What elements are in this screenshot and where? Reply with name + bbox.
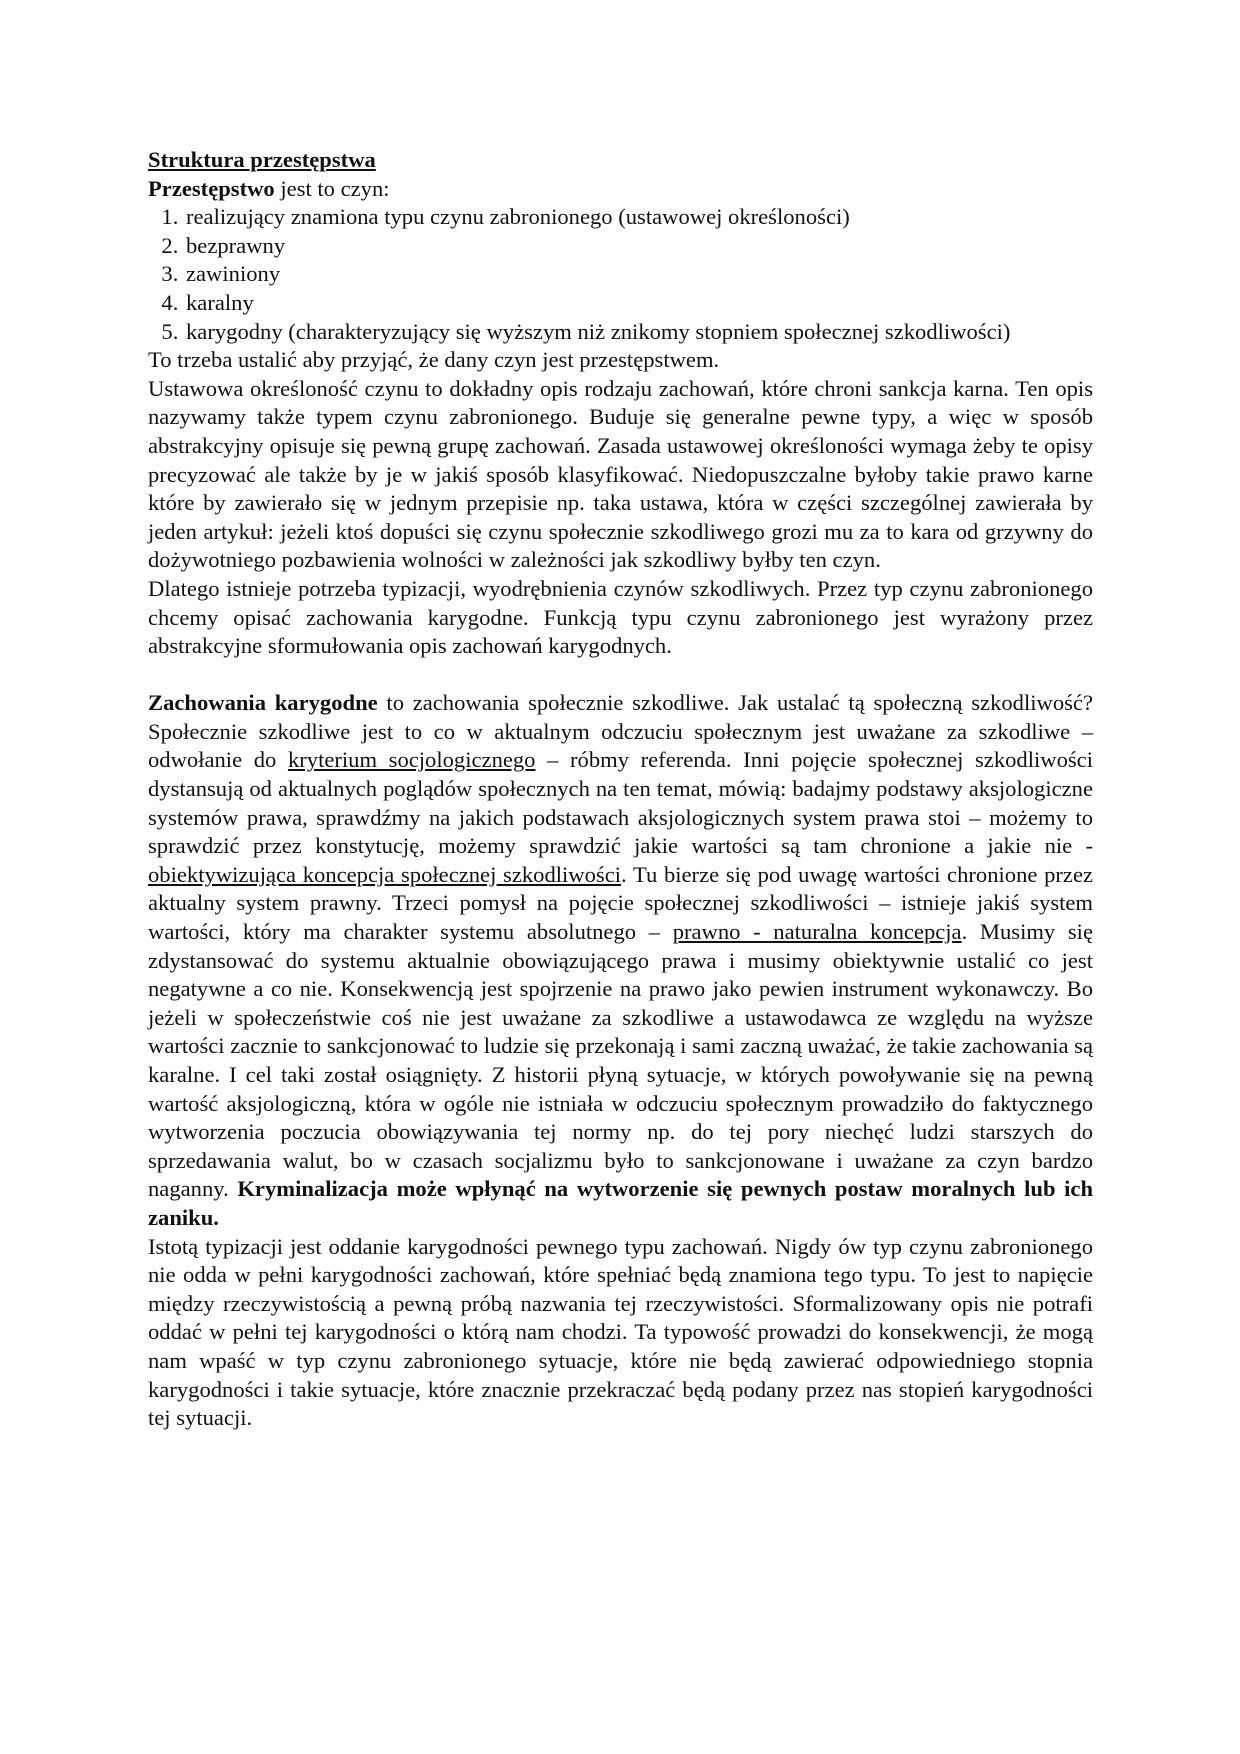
paragraph-3: Dlatego istnieje potrzeba typizacji, wyodrębnienia czynów szkodliwych. Przez typ czynu zabronionego chcemy opisać zachowania karygodne. Funkcją typu czynu zabronionego jest wyrażony przez abstrakcyjne sformułowania opis zachowań karygodnych. <box>148 575 1093 659</box>
text: . Tu bierze się pod uwagę wartości chronione przez aktualny system prawny. Trzeci pomysł na pojęcie społecznej szkodliwości – istnieje jakiś system wartości, który ma charakter systemu absolutnego – <box>148 861 1093 945</box>
list-item: 5. karygodny (charakteryzujący się wyższym niż znikomy stopniem społecznej szkodliwości) <box>184 318 1093 347</box>
list-item: 2. bezprawny <box>184 232 1093 261</box>
text: to zachowania społecznie szkodliwe. Jak ustalać tą społeczną szkodliwość? Społecznie szkodliwe jest to co w aktualnym odczuciu społecznym jest uważane za szkodliwe – odwołanie do <box>148 690 1093 773</box>
underlined-term: kryterium socjologicznego <box>287 747 536 773</box>
bold-statement: Kryminalizacja może wpłynąć na wytworzenie się pewnych postaw moralnych lub ich zaniku. <box>148 1176 1094 1230</box>
underlined-term: obiektywizująca koncepcja społecznej szkodliwości <box>148 861 622 887</box>
term-zachowania-karygodne: Zachowania karygodne <box>148 690 378 716</box>
elements-list <box>148 203 1093 346</box>
text: . Musimy się zdystansować do systemu aktualnie obowiązującego prawa i musimy obiektywnie ustalić co jest negatywne a co nie. Konsekwencją jest spojrzenie na prawo jako pewien instrument wykonawczy. Bo jeżeli w społeczeństwie coś nie jest uważane za szkodliwe a ustawodawca ze względu na wyższe wartości zacznie to sankcjonować to ludzie się przekonają i sami zaczną uważać, że takie zachowania są karalne. I cel taki został osiągnięty. Z historii płyną sytuacje, w których powoływanie się na pewną wartość aksjologiczną, która w ogóle nie istniała w odczuciu społecznym prowadziło do faktycznego wytworzenia poczucia obowiązywania tej normy np. do tej pory niechęć ludzi starszych do sprzedawania walut, bo w czasach socjalizmu było to sankcjonowane i uważane za czyn bardzo naganny. <box>148 919 1093 1202</box>
text: – róbmy referenda. Inni pojęcie społecznej szkodliwości dystansują od aktualnych poglądów społecznych na ten temat, mówią: badajmy podstawy aksjologiczne systemów prawa, sprawdźmy na jakich podstawach aksjologicznych system prawa stoi – możemy to sprawdzić przez konstytucję, możemy sprawdzić jakie wartości są tam chronione a jakie nie - <box>148 747 1093 859</box>
paragraph-5: Istotą typizacji jest oddanie karygodności pewnego typu zachowań. Nigdy ów typ czynu zabronionego nie odda w pełni karygodności zachowań, które spełniać będą znamiona tego typu. To jest to napięcie między rzeczywistością a pewną próbą nazwania tej rzeczywistości. Sformalizowany opis nie potrafi oddać w pełni tej karygodności o którą nam chodzi. Ta typowość prowadzi do konsekwencji, że mogą nam wpaść w typ czynu zabronionego sytuacje, które nie będą zawierać odpowiedniego stopnia karygodności i takie sytuacje, które znacznie przekraczać będą podany przez nas stopień karygodności tej sytuacji. <box>148 1233 1093 1431</box>
definition-intro <box>148 175 1093 204</box>
paragraph-2: Ustawowa określoność czynu to dokładny opis rodzaju zachowań, które chroni sankcja karna. Ten opis nazywamy także typem czynu zabronionego. Buduje się generalne pewne typy, a więc w sposób abstrakcyjny opisuje się pewną grupę zachowań. Zasada ustawowej określoności wymaga żeby te opisy precyzować ale także by je w jakiś sposób klasyfikować. Niedopuszczalne byłoby takie prawo karne które by zawierało się w jednym przepisie np. taka ustawa, która w części szczególnej zawierała by jeden artykuł: jeżeli ktoś dopuści się czynu społecznie szkodliwego grozi mu za to kara od grzywny do dożywotniego pozbawienia wolności w zależności jak szkodliwy byłby ten czyn. <box>148 375 1093 573</box>
spacer <box>148 661 1093 690</box>
paragraph-4 <box>148 689 1093 1232</box>
intro-text: jest to czyn: <box>274 175 390 201</box>
underlined-term: prawno - naturalna koncepcja <box>672 919 962 945</box>
list-item: 1. realizujący znamiona typu czynu zabronionego (ustawowej określoności) <box>184 203 1093 232</box>
term-przestepstwo: Przestępstwo <box>148 175 275 201</box>
paragraph-1: To trzeba ustalić aby przyjąć, że dany czyn jest przestępstwem. <box>148 347 720 373</box>
list-item: 3. zawiniony <box>184 260 1093 289</box>
list-item: 4. karalny <box>184 289 1093 318</box>
document-page <box>148 146 1093 1433</box>
document-title: Struktura przestępstwa <box>148 147 376 172</box>
